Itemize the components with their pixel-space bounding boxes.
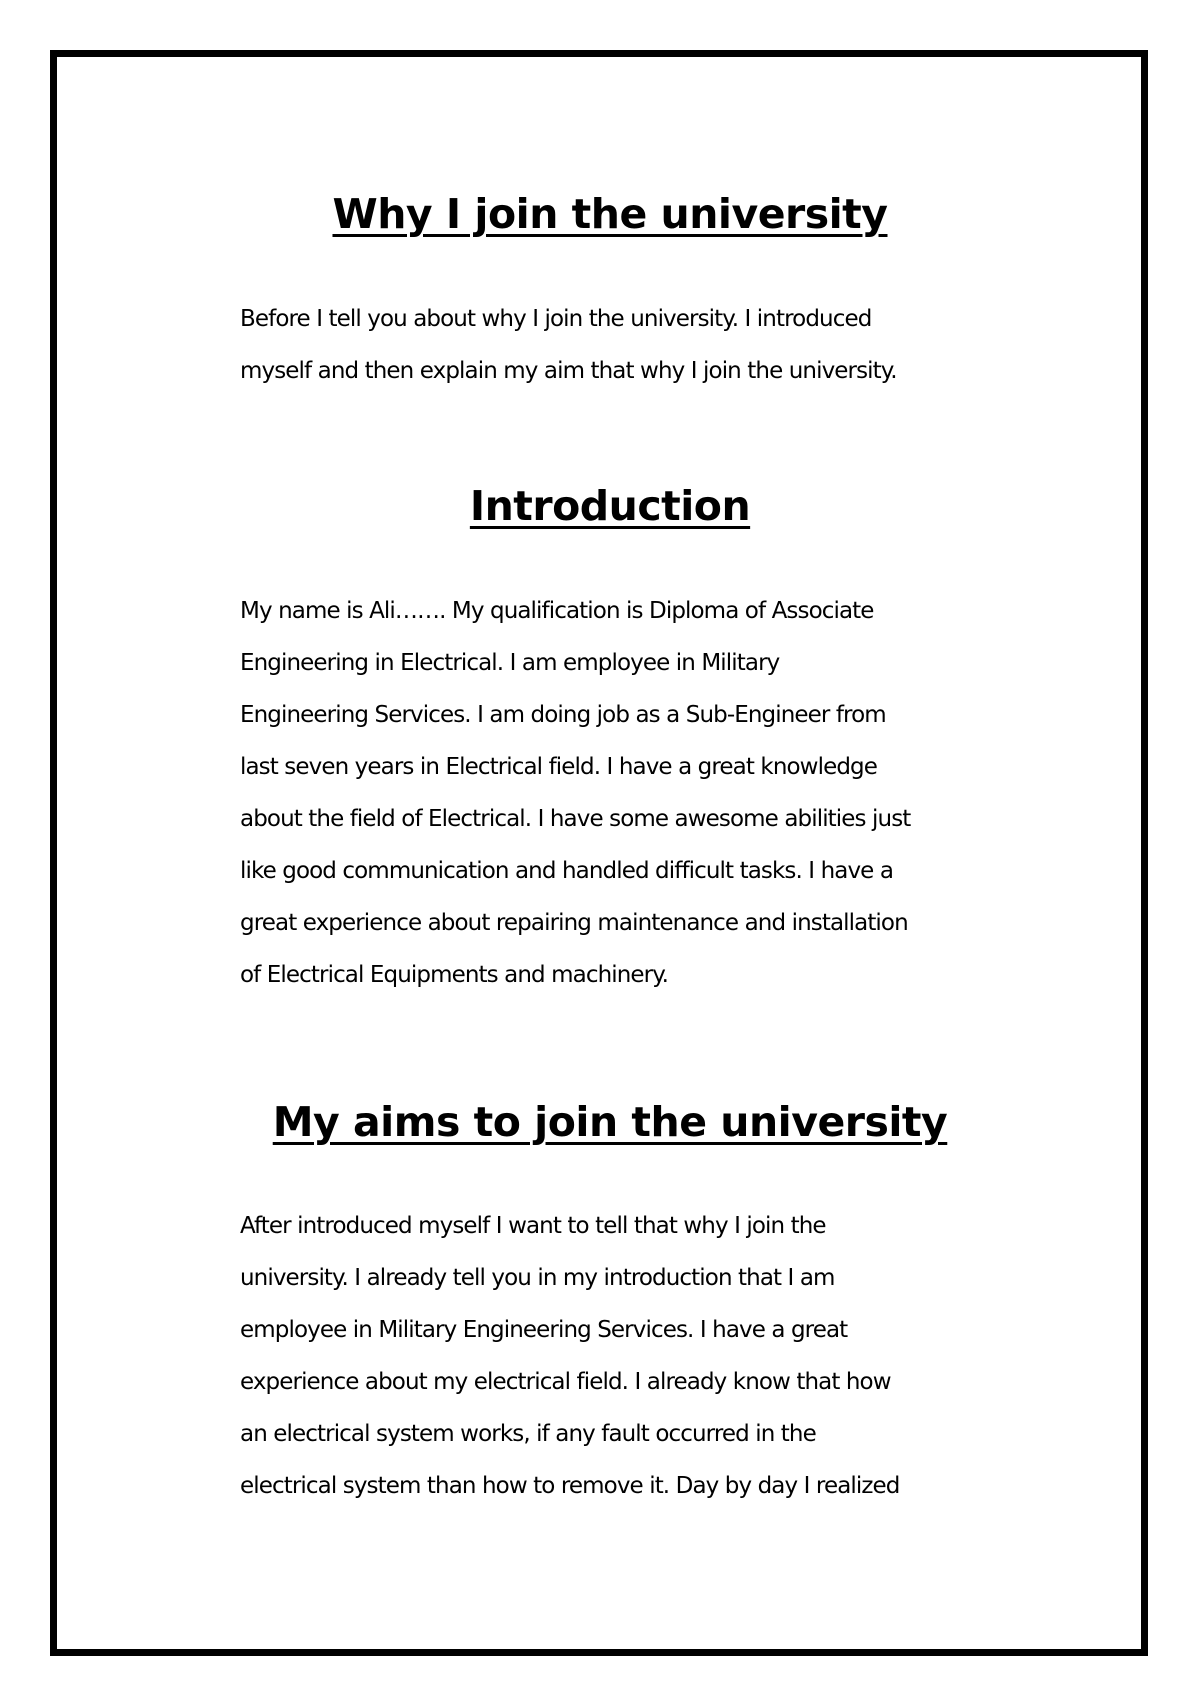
paragraph-line: university. I already tell you in my introduction that I am	[240, 1265, 835, 1291]
paragraph-line: about the field of Electrical. I have some awesome abilities just	[240, 806, 911, 832]
paragraph-my-aims	[240, 1200, 980, 1512]
heading-why-join: Why I join the university	[332, 190, 888, 238]
paragraph-line: an electrical system works, if any fault occurred in the	[240, 1421, 816, 1447]
paragraph-line: After introduced myself I want to tell that why I join the	[240, 1213, 826, 1239]
paragraph-why-join	[240, 293, 980, 397]
paragraph-line: experience about my electrical field. I already know that how	[240, 1369, 891, 1395]
paragraph-line: electrical system than how to remove it. Day by day I realized	[240, 1473, 900, 1499]
heading-introduction: Introduction	[469, 482, 751, 530]
paragraph-line: Engineering in Electrical. I am employee in Military	[240, 650, 780, 676]
paragraph-line: My name is Ali……. My qualification is Diploma of Associate	[240, 598, 874, 624]
paragraph-line: employee in Military Engineering Services. I have a great	[240, 1317, 848, 1343]
paragraph-introduction	[240, 585, 980, 1001]
paragraph-line: like good communication and handled difficult tasks. I have a	[240, 858, 894, 884]
paragraph-line: great experience about repairing maintenance and installation	[240, 910, 908, 936]
paragraph-line: Before I tell you about why I join the university. I introduced	[240, 306, 872, 332]
paragraph-line: last seven years in Electrical field. I have a great knowledge	[240, 754, 877, 780]
paragraph-line: of Electrical Equipments and machinery.	[240, 962, 669, 988]
paragraph-line: Engineering Services. I am doing job as a Sub-Engineer from	[240, 702, 886, 728]
heading-my-aims: My aims to join the university	[272, 1098, 948, 1146]
paragraph-line: myself and then explain my aim that why I join the university.	[240, 358, 897, 384]
